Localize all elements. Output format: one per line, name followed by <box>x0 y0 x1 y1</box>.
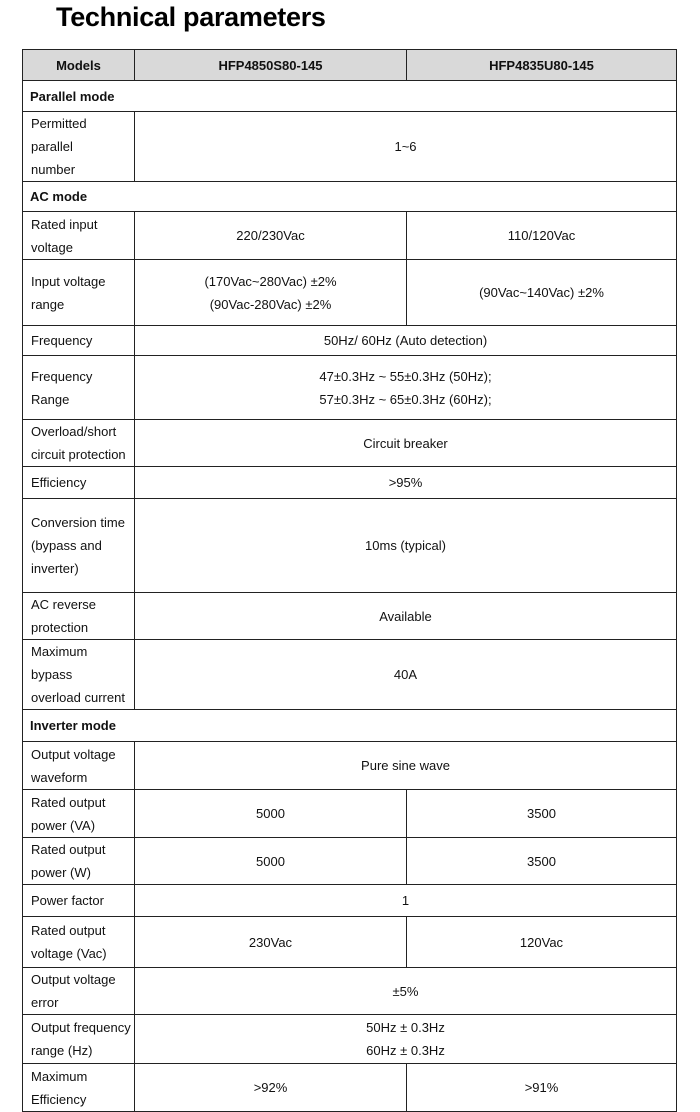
table-row <box>23 112 677 182</box>
table-row <box>23 790 677 838</box>
table-row <box>23 420 677 467</box>
value-cell-model-a: (170Vac~280Vac) ±2% (90Vac-280Vac) ±2% <box>135 260 407 326</box>
section-row-ac-mode <box>23 182 677 212</box>
table-row <box>23 640 677 710</box>
param-label: Overload/short circuit protection <box>23 420 135 467</box>
page-title: Technical parameters <box>56 2 326 32</box>
table-row <box>23 838 677 885</box>
value-cell-model-b: (90Vac~140Vac) ±2% <box>407 260 677 326</box>
table-row <box>23 212 677 260</box>
section-heading: AC mode <box>23 182 677 212</box>
table-row <box>23 260 677 326</box>
param-label: Maximum bypass overload current <box>23 640 135 710</box>
param-label: Rated output power (VA) <box>23 790 135 838</box>
param-label: Rated output power (W) <box>23 838 135 885</box>
param-label: Output frequency range (Hz) <box>23 1015 135 1064</box>
value-cell-model-a: 230Vac <box>135 917 407 968</box>
value-cell: 1 <box>135 885 677 917</box>
value-cell-model-b: >91% <box>407 1064 677 1112</box>
table-row <box>23 917 677 968</box>
value-cell-model-b: 110/120Vac <box>407 212 677 260</box>
value-cell: 50Hz/ 60Hz (Auto detection) <box>135 326 677 356</box>
value-cell: ±5% <box>135 968 677 1015</box>
param-label: Maximum Efficiency <box>23 1064 135 1112</box>
value-cell-model-b: 3500 <box>407 790 677 838</box>
value-cell: >95% <box>135 467 677 499</box>
value-cell: 40A <box>135 640 677 710</box>
value-cell-model-a: 5000 <box>135 838 407 885</box>
table-row <box>23 356 677 420</box>
value-cell: 50Hz ± 0.3Hz 60Hz ± 0.3Hz <box>135 1015 677 1064</box>
table-row <box>23 499 677 593</box>
value-cell-model-a: 220/230Vac <box>135 212 407 260</box>
value-cell: Circuit breaker <box>135 420 677 467</box>
value-cell: Pure sine wave <box>135 742 677 790</box>
param-label: Output voltage waveform <box>23 742 135 790</box>
table-row <box>23 968 677 1015</box>
header-model-b: HFP4835U80-145 <box>407 50 677 81</box>
table-row <box>23 742 677 790</box>
section-row-parallel-mode <box>23 81 677 112</box>
param-label: Efficiency <box>23 467 135 499</box>
param-label: Power factor <box>23 885 135 917</box>
param-label: AC reverse protection <box>23 593 135 640</box>
table-row <box>23 1064 677 1112</box>
table-header-row <box>23 50 677 81</box>
value-cell: 10ms (typical) <box>135 499 677 593</box>
param-label: Rated input voltage <box>23 212 135 260</box>
table-row <box>23 1015 677 1064</box>
param-label: Permitted parallel number <box>23 112 135 182</box>
param-label: Rated output voltage (Vac) <box>23 917 135 968</box>
value-cell: Available <box>135 593 677 640</box>
table-row <box>23 326 677 356</box>
technical-parameters-table <box>22 49 677 1112</box>
table-row <box>23 467 677 499</box>
param-label: Output voltage error <box>23 968 135 1015</box>
section-row-inverter-mode <box>23 710 677 742</box>
header-models: Models <box>23 50 135 81</box>
param-label: Input voltage range <box>23 260 135 326</box>
param-label: Frequency Range <box>23 356 135 420</box>
value-cell: 1~6 <box>135 112 677 182</box>
table-row <box>23 885 677 917</box>
value-cell-model-b: 120Vac <box>407 917 677 968</box>
value-cell-model-a: 5000 <box>135 790 407 838</box>
header-model-a: HFP4850S80-145 <box>135 50 407 81</box>
value-cell-model-a: >92% <box>135 1064 407 1112</box>
section-heading: Parallel mode <box>23 81 677 112</box>
value-cell: 47±0.3Hz ~ 55±0.3Hz (50Hz); 57±0.3Hz ~ 65±0.3Hz (60Hz); <box>135 356 677 420</box>
table-row <box>23 593 677 640</box>
section-heading: Inverter mode <box>23 710 677 742</box>
value-cell-model-b: 3500 <box>407 838 677 885</box>
param-label: Conversion time (bypass and inverter) <box>23 499 135 593</box>
param-label: Frequency <box>23 326 135 356</box>
